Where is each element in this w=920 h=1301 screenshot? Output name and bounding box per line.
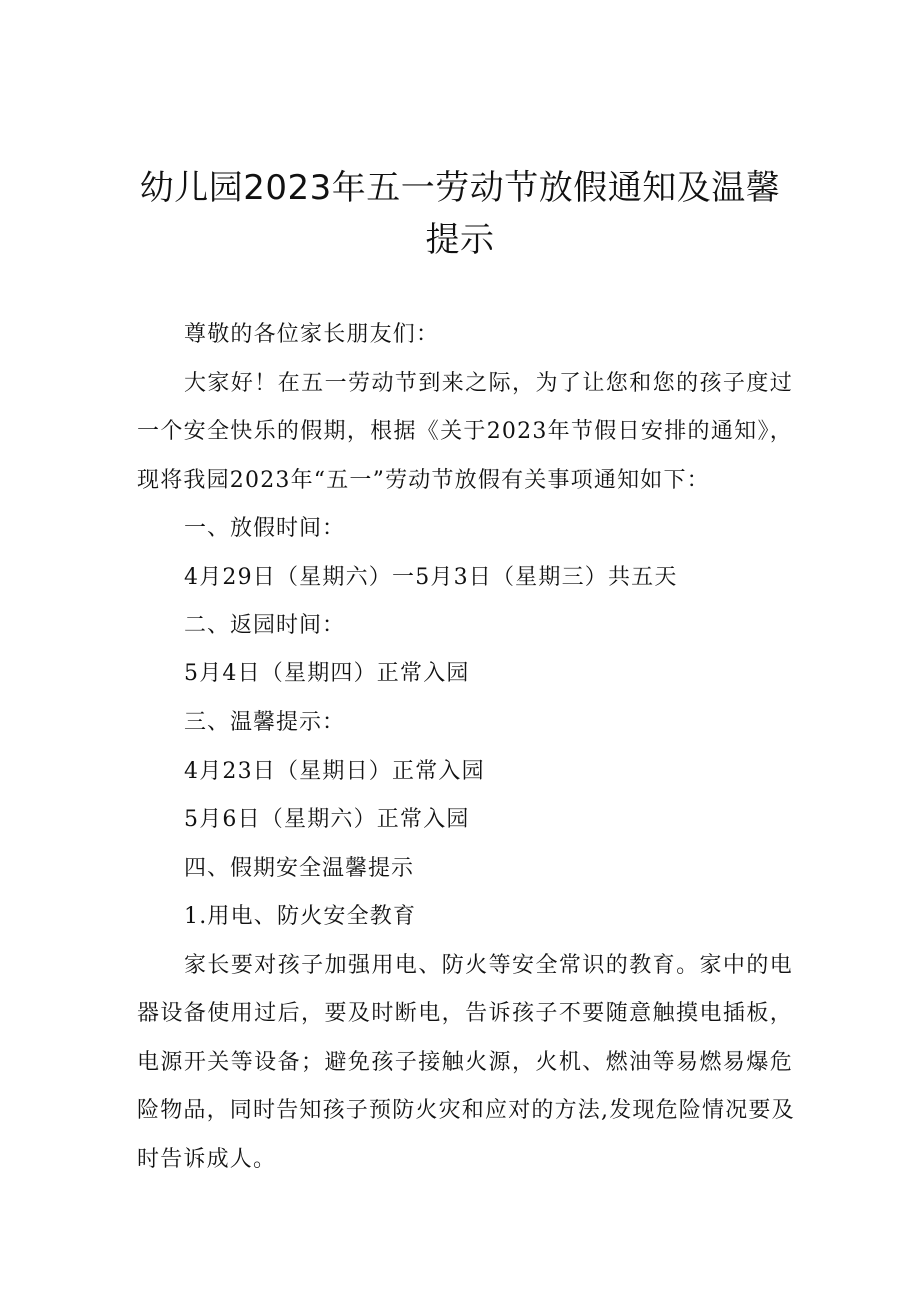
safety-paragraph-line-4: 险物品，同时告知孩子预防火灾和应对的方法,发现危险情况要及 (137, 1098, 795, 1123)
safety-paragraph-line-1: 家长要对孩子加强用电、防火等安全常识的教育。家中的电 (184, 953, 793, 978)
section-heading-reminder: 三、温馨提示： (184, 710, 346, 735)
safety-paragraph-line-3: 电源开关等设备；避免孩子接触火源，火机、燃油等易燃易爆危 (137, 1050, 793, 1075)
document-title-line-2: 提示 (425, 220, 495, 260)
intro-line-1: 大家好！在五一劳动节到来之际，为了让您和您的孩子度过 (184, 371, 793, 396)
return-date: 5月4日（星期四）正常入园 (184, 661, 470, 686)
safety-item-title: 1.用电、防火安全教育 (184, 904, 417, 929)
reminder-item: 5月6日（星期六）正常入园 (184, 807, 470, 832)
greeting: 尊敬的各位家长朋友们： (184, 322, 440, 347)
safety-paragraph-line-5: 时告诉成人。 (137, 1147, 277, 1172)
holiday-dates: 4月29日（星期六）一5月3日（星期三）共五天 (184, 565, 678, 590)
safety-paragraph-line-2: 器设备使用过后，要及时断电，告诉孩子不要随意触摸电插板， (137, 1001, 793, 1026)
document-title-line-1: 幼儿园2023年五一劳动节放假通知及温馨 (139, 168, 781, 208)
section-heading-return: 二、返园时间： (184, 613, 346, 638)
reminder-item: 4月23日（星期日）正常入园 (184, 759, 485, 784)
intro-line-2: 一个安全快乐的假期，根据《关于2023年节假日安排的通知》， (137, 419, 793, 444)
section-heading-holiday: 一、放假时间： (184, 516, 346, 541)
intro-line-3: 现将我园2023年“五一”劳动节放假有关事项通知如下： (137, 468, 710, 493)
section-heading-safety: 四、假期安全温馨提示 (184, 856, 415, 881)
